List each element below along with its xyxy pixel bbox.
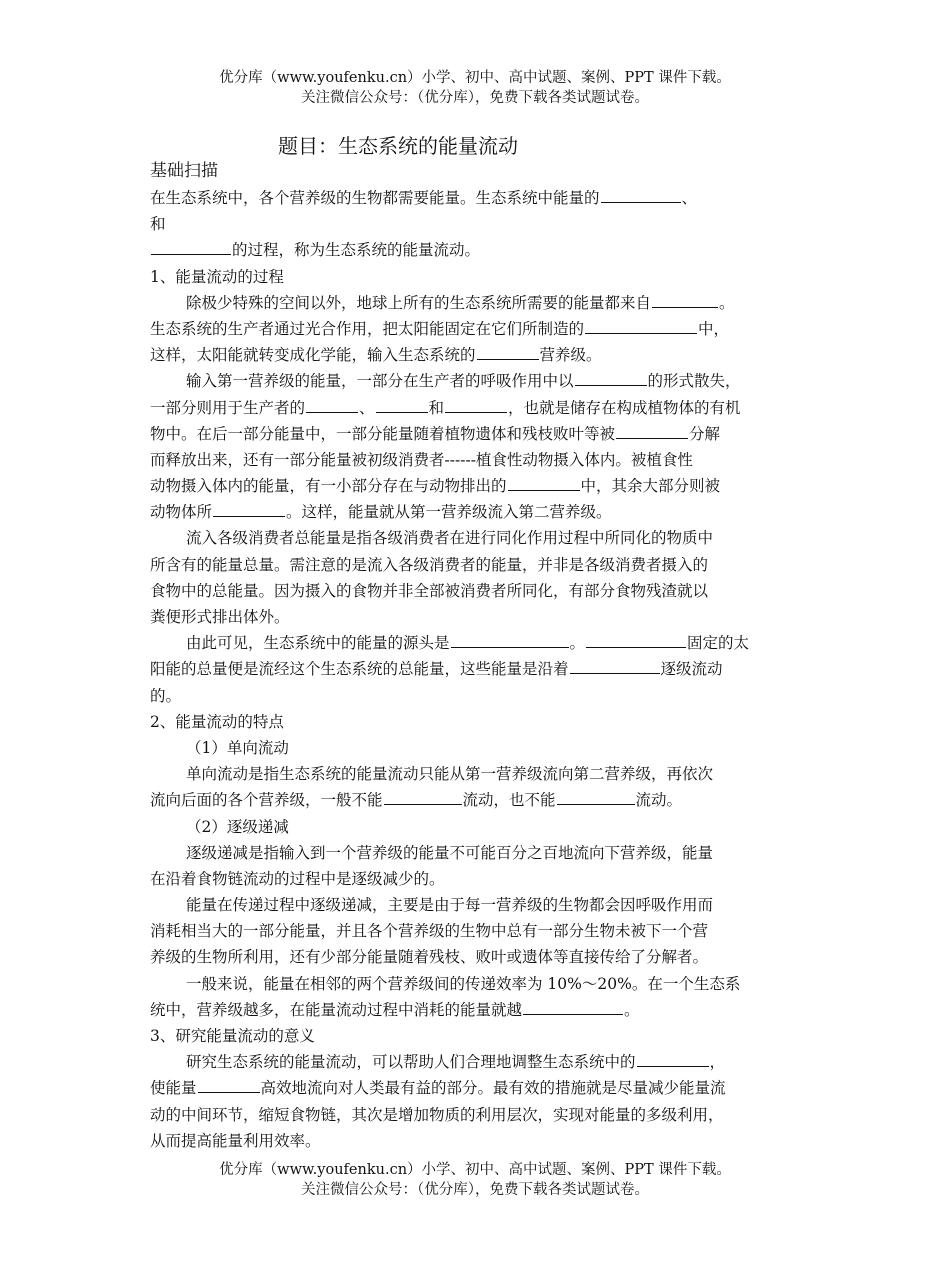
document-title: 题目：生态系统的能量流动 <box>278 134 518 158</box>
paragraph-line: 而释放出来，还有一部分能量被初级消费者------植食性动物摄入体内。被植食性 <box>150 450 693 469</box>
subsection-heading: （2）逐级递减 <box>186 817 289 836</box>
fill-blank[interactable] <box>213 500 285 517</box>
paragraph-line: 研究生态系统的能量流动，可以帮助人们合理地调整生态系统中的 ， <box>150 1049 810 1075</box>
paragraph-line: 的。 <box>150 686 182 705</box>
fill-blank[interactable] <box>616 422 688 439</box>
fill-blank[interactable] <box>586 631 686 648</box>
section-2-heading: 2、能量流动的特点 <box>150 712 284 731</box>
paragraph-line: 在沿着食物链流动的过程中是逐级减少的。 <box>150 869 445 888</box>
paragraph-line: 单向流动是指生态系统的能量流动只能从第一营养级流向第二营养级，再依次 <box>186 765 714 784</box>
fill-blank[interactable] <box>575 369 647 386</box>
paragraph-line: 动物体所 。这样，能量就从第一营养级流入第二营养级。 <box>150 499 810 525</box>
paragraph-line: 消耗相当大的一部分能量，并且各个营养级的生物中总有一部分生物未被下一个营 <box>150 922 709 941</box>
subsection-heading: （1）单向流动 <box>186 738 289 757</box>
paragraph-line: 流向后面的各个营养级，一般不能 流动，也不能 流动。 <box>150 787 810 813</box>
fill-blank[interactable] <box>557 788 635 805</box>
paragraph-line: 养级的生物所利用，还有少部分能量随着残枝、败叶或遗体等直接传给了分解者。 <box>150 948 709 967</box>
paragraph-line: 动物摄入体内的能量，有一小部分存在与动物排出的 中，其余大部分则被 <box>150 473 810 499</box>
intro-line-3: 的过程，称为生态系统的能量流动。 <box>150 237 810 263</box>
section-3-heading: 3、研究能量流动的意义 <box>150 1027 315 1045</box>
paragraph-line: 输入第一营养级的能量，一部分在生产者的呼吸作用中以 的形式散失， <box>150 368 810 394</box>
page-footer <box>0 1160 950 1200</box>
intro-line-2: 和 <box>150 215 166 234</box>
fill-blank[interactable] <box>451 631 569 648</box>
fill-blank[interactable] <box>445 396 507 413</box>
paragraph-line: 统中，营养级越多，在能量流动过程中消耗的能量就越 。 <box>150 997 810 1023</box>
fill-blank[interactable] <box>384 788 462 805</box>
paragraph-line: 物中。在后一部分能量中，一部分能量随着植物遗体和残枝败叶等被 分解 <box>150 421 810 447</box>
paragraph-line: 食物中的总能量。因为摄入的食物并非全部被消费者所同化，有部分食物残渣就以 <box>150 581 709 600</box>
fill-blank[interactable] <box>585 317 697 334</box>
fill-blank[interactable] <box>637 1050 709 1067</box>
fill-blank[interactable] <box>477 343 539 360</box>
section-1-heading: 1、能量流动的过程 <box>150 267 284 286</box>
paragraph-line: 阳能的总量便是流经这个生态系统的总能量，这些能量是沿着 逐级流动 <box>150 656 810 682</box>
paragraph-line: 这样，太阳能就转变成化学能，输入生态系统的 营养级。 <box>150 342 810 368</box>
fill-blank[interactable] <box>601 186 681 203</box>
intro-line-1: 在生态系统中，各个营养级的生物都需要能量。生态系统中能量的 、 <box>150 185 810 211</box>
paragraph-line: 除极少特殊的空间以外，地球上所有的生态系统所需要的能量都来自 。 <box>150 290 810 316</box>
section-basic-heading: 基础扫描 <box>150 161 218 181</box>
paragraph-line: 一般来说，能量在相邻的两个营养级间的传递效率为 10%～20%。在一个生态系 <box>186 974 741 993</box>
document-body <box>150 157 810 1154</box>
paragraph-line: 使能量 高效地流向对人类最有益的部分。最有效的措施就是尽量减少能量流 <box>150 1075 810 1101</box>
paragraph-line: 能量在传递过程中逐级递减，主要是由于每一营养级的生物都会因呼吸作用而 <box>186 896 714 915</box>
paragraph-line: 动的中间环节，缩短食物链，其次是增加物质的利用层次，实现对能量的多级利用， <box>150 1105 724 1124</box>
paragraph-line: 由此可见，生态系统中的能量的源头是 。 固定的太 <box>150 630 810 656</box>
fill-blank[interactable] <box>652 291 718 308</box>
paragraph-line: 一部分则用于生产者的 、 和 ，也就是储存在构成植物体的有机 <box>150 395 810 421</box>
footer-line-1: 优分库（www.youfenku.cn）小学、初中、高中试题、案例、PPT 课件下载。 <box>219 1162 731 1178</box>
header-line-2: 关注微信公众号：（优分库），免费下载各类试题试卷。 <box>301 90 649 106</box>
fill-blank[interactable] <box>570 657 660 674</box>
paragraph-line: 粪便形式排出体外。 <box>150 608 290 626</box>
fill-blank[interactable] <box>306 396 358 413</box>
fill-blank[interactable] <box>523 998 623 1015</box>
paragraph-line: 逐级递减是指输入到一个营养级的能量不可能百分之百地流向下营养级，能量 <box>186 843 714 862</box>
paragraph-line: 生态系统的生产者通过光合作用，把太阳能固定在它们所制造的 中， <box>150 316 810 342</box>
paragraph-line: 流入各级消费者总能量是指各级消费者在进行同化作用过程中所同化的物质中 <box>186 529 714 548</box>
paragraph-line: 所含有的能量总量。需注意的是流入各级消费者的能量，并非是各级消费者摄入的 <box>150 555 709 574</box>
paragraph-line: 从而提高能量利用效率。 <box>150 1131 321 1150</box>
header-line-1: 优分库（www.youfenku.cn）小学、初中、高中试题、案例、PPT 课件下载。 <box>219 70 731 86</box>
footer-line-2: 关注微信公众号：（优分库），免费下载各类试题试卷。 <box>301 1182 649 1198</box>
page-header <box>0 68 950 108</box>
fill-blank[interactable] <box>198 1076 260 1093</box>
fill-blank[interactable] <box>376 396 428 413</box>
fill-blank[interactable] <box>151 238 231 255</box>
fill-blank[interactable] <box>508 474 580 491</box>
